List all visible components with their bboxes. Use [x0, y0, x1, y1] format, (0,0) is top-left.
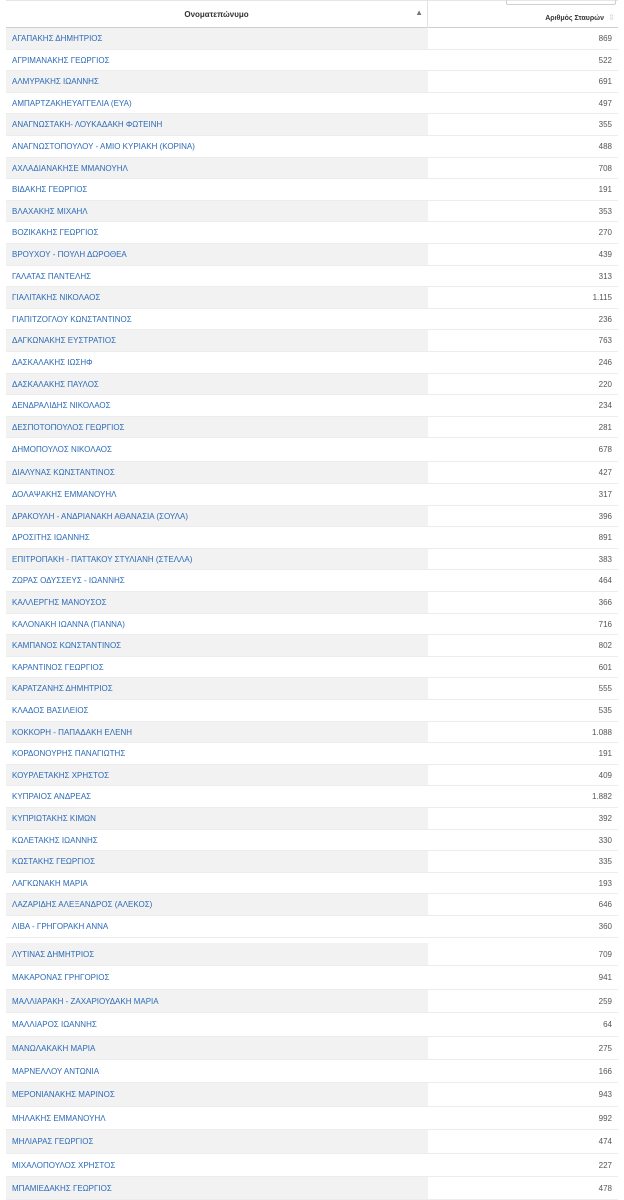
table-row	[6, 1060, 618, 1083]
cell-crosses	[428, 678, 618, 699]
crosses-value: 555	[598, 684, 612, 694]
crosses-value: 646	[598, 900, 612, 910]
cell-crosses	[428, 462, 618, 483]
cell-name	[6, 1107, 428, 1129]
cell-crosses	[428, 484, 618, 505]
candidate-link[interactable]: ΜΗΛΙΑΡΑΣ ΓΕΩΡΓΙΟΣ	[12, 1137, 94, 1147]
table-row	[6, 287, 618, 309]
crosses-value: 317	[598, 490, 612, 499]
table-row	[6, 527, 618, 549]
crosses-value: 522	[598, 55, 612, 65]
table-row	[6, 179, 618, 201]
table-row	[6, 1013, 618, 1036]
cell-name	[6, 1083, 428, 1105]
table-row	[6, 462, 618, 484]
cell-crosses	[428, 395, 618, 416]
cell-name	[6, 417, 428, 438]
cell-crosses	[428, 990, 618, 1012]
candidate-link[interactable]: ΚΩΣΤΑΚΗΣ ΓΕΩΡΓΙΟΣ	[12, 857, 96, 867]
cell-crosses	[428, 592, 618, 613]
crosses-value: 191	[598, 749, 612, 759]
candidate-link[interactable]: ΚΟΡΔΟΝΟΥΡΗΣ ΠΑΝΑΓΙΩΤΗΣ	[12, 749, 126, 759]
crosses-value: 335	[598, 857, 612, 867]
table-row	[6, 395, 618, 417]
candidate-link[interactable]: ΔΡΟΣΙΤΗΣ ΙΩΑΝΝΗΣ	[12, 533, 90, 543]
table-row	[6, 549, 618, 571]
crosses-value: 464	[598, 576, 612, 586]
cell-crosses	[428, 851, 618, 872]
cell-crosses	[428, 966, 618, 988]
cell-name	[6, 990, 428, 1012]
cell-crosses	[428, 722, 618, 743]
cell-name	[6, 352, 428, 373]
table-row	[6, 635, 618, 657]
candidate-link[interactable]: ΓΑΛΑΤΑΣ ΠΑΝΤΕΛΗΣ	[12, 271, 92, 281]
cell-crosses	[428, 1154, 618, 1176]
candidate-link[interactable]: ΚΟΥΡΛΕΤΑΚΗΣ ΧΡΗΣΤΟΣ	[12, 770, 110, 780]
cell-name	[6, 966, 428, 988]
crosses-value: 535	[598, 706, 612, 715]
column-header-name[interactable]	[6, 1, 428, 29]
cell-name	[6, 570, 428, 591]
table-row	[6, 894, 618, 916]
crosses-value: 678	[598, 445, 612, 455]
crosses-value: 396	[598, 511, 612, 521]
cell-name	[6, 50, 428, 71]
cell-name	[6, 71, 428, 92]
table-row	[6, 309, 618, 331]
candidate-link[interactable]: ΔΡΑΚΟΥΛΗ - ΑΝΔΡΙΑΝΑΚΗ ΑΘΑΝΑΣΙΑ (ΣΟΥΛΑ)	[12, 511, 189, 521]
cell-crosses	[428, 614, 618, 635]
cell-crosses	[428, 873, 618, 894]
crosses-value: 270	[598, 228, 612, 238]
table-row	[6, 614, 618, 636]
table-row	[6, 1037, 618, 1060]
candidate-link[interactable]: ΛΥΤΙΝΑΣ ΔΗΜΗΤΡΙΟΣ	[12, 950, 95, 959]
candidate-link[interactable]: ΖΩΡΑΣ ΟΔΥΣΣΕΥΣ - ΙΩΑΝΝΗΣ	[12, 576, 125, 586]
candidate-link[interactable]: ΔΑΣΚΑΛΑΚΗΣ ΠΑΥΛΟΣ	[12, 379, 99, 389]
cell-crosses	[428, 657, 618, 678]
cell-crosses	[428, 506, 618, 527]
table-row	[6, 28, 618, 50]
cell-crosses	[428, 1177, 618, 1199]
candidate-link[interactable]: ΛΑΓΚΩΝΑΚΗ ΜΑΡΙΑ	[12, 878, 88, 888]
table-row	[6, 266, 618, 288]
cell-name	[6, 244, 428, 265]
crosses-value: 474	[598, 1137, 612, 1147]
table-row	[6, 916, 618, 938]
cell-name	[6, 201, 428, 222]
crosses-value: 1.882	[591, 792, 612, 802]
cell-name	[6, 743, 428, 764]
crosses-value: 191	[598, 185, 612, 195]
candidate-link[interactable]: ΓΙΑΠΙΤΖΟΓΛΟΥ ΚΩΝΣΤΑΝΤΙΝΟΣ	[12, 314, 132, 324]
crosses-value: 275	[598, 1043, 612, 1053]
cell-name	[6, 527, 428, 548]
table-row	[6, 352, 618, 374]
crosses-value: 691	[598, 77, 612, 87]
crosses-value: 891	[598, 533, 612, 543]
cell-crosses	[428, 1130, 618, 1152]
candidate-link[interactable]: ΜΗΛΑΚΗΣ ΕΜΜΑΝΟΥΗΛ	[12, 1113, 106, 1123]
cell-crosses	[428, 28, 618, 49]
cell-crosses	[428, 1013, 618, 1035]
sort-asc-icon[interactable]: ▲	[415, 8, 423, 17]
cell-crosses	[428, 527, 618, 548]
cell-name	[6, 266, 428, 287]
cell-name	[6, 1130, 428, 1152]
cell-name	[6, 700, 428, 721]
table-row	[6, 657, 618, 679]
cell-crosses	[428, 179, 618, 200]
crosses-value: 281	[598, 422, 612, 432]
candidate-link[interactable]: ΓΙΑΛΙΤΑΚΗΣ ΝΙΚΟΛΑΟΣ	[12, 293, 101, 303]
crosses-value: 246	[598, 358, 612, 367]
cell-crosses	[428, 201, 618, 222]
crosses-value: 360	[598, 922, 612, 931]
cell-name	[6, 1013, 428, 1035]
cell-name	[6, 1037, 428, 1059]
crosses-value: 763	[598, 336, 612, 346]
crosses-value: 64	[603, 1020, 612, 1030]
cell-name	[6, 136, 428, 157]
candidate-link[interactable]: ΔΑΓΚΩΝΑΚΗΣ ΕΥΣΤΡΑΤΙΟΣ	[12, 336, 117, 346]
column-header-crosses[interactable]	[428, 1, 618, 29]
crosses-value: 802	[598, 641, 612, 651]
cell-crosses	[428, 635, 618, 656]
cell-name	[6, 179, 428, 200]
candidate-link[interactable]: ΜΑΚΑΡΟΝΑΣ ΓΡΗΓΟΡΙΟΣ	[12, 973, 110, 983]
crosses-value: 478	[598, 1184, 612, 1193]
candidate-link[interactable]: ΜΕΡΟΝΙΑΝΑΚΗΣ ΜΑΡΙΝΟΣ	[12, 1090, 115, 1100]
cell-name	[6, 1060, 428, 1082]
cell-name	[6, 678, 428, 699]
cell-name	[6, 93, 428, 114]
crosses-value: 166	[598, 1067, 612, 1076]
crosses-value: 869	[598, 34, 612, 43]
crosses-value: 392	[598, 814, 612, 823]
table-row	[6, 93, 618, 115]
cell-crosses	[428, 222, 618, 243]
candidate-link[interactable]: ΔΕΣΠΟΤΟΠΟΥΛΟΣ ΓΕΩΡΓΙΟΣ	[12, 422, 125, 432]
crosses-value: 236	[598, 314, 612, 324]
table-row	[6, 136, 618, 158]
cell-name	[6, 506, 428, 527]
cell-name	[6, 222, 428, 243]
candidate-link[interactable]: ΜΠΑΜΙΕΔΑΚΗΣ ΓΕΩΡΓΙΟΣ	[12, 1184, 112, 1193]
candidate-link[interactable]: ΚΩΛΕΤΑΚΗΣ ΙΩΑΝΝΗΣ	[12, 835, 98, 845]
candidate-link[interactable]: ΑΓΡΙΜΑΝΑΚΗΣ ΓΕΩΡΓΙΟΣ	[12, 55, 110, 65]
table-row	[6, 808, 618, 830]
table-row	[6, 678, 618, 700]
cell-name	[6, 1154, 428, 1176]
cell-crosses	[428, 1107, 618, 1129]
cell-crosses	[428, 894, 618, 915]
cell-crosses	[428, 916, 618, 937]
cell-crosses	[428, 266, 618, 287]
table-row	[6, 943, 618, 966]
cell-crosses	[428, 93, 618, 114]
cell-name	[6, 894, 428, 915]
cell-crosses	[428, 352, 618, 373]
candidate-link[interactable]: ΚΑΜΠΑΝΟΣ ΚΩΝΣΤΑΝΤΙΝΟΣ	[12, 641, 122, 651]
cell-crosses	[428, 808, 618, 829]
cell-name	[6, 158, 428, 179]
candidate-link[interactable]: ΜΑΛΛΙΑΡΑΚΗ - ΖΑΧΑΡΙΟΥΔΑΚΗ ΜΑΡΙΑ	[12, 996, 159, 1006]
cell-name	[6, 873, 428, 894]
candidate-link[interactable]: ΚΑΡΑΝΤΙΝΟΣ ΓΕΩΡΓΙΟΣ	[12, 662, 104, 672]
cell-crosses	[428, 1083, 618, 1105]
cell-crosses	[428, 244, 618, 265]
crosses-value: 439	[598, 250, 612, 259]
candidate-link[interactable]: ΚΥΠΡΙΩΤΑΚΗΣ ΚΙΜΩΝ	[12, 814, 96, 823]
candidate-link[interactable]: ΜΑΡΝΕΛΛΟΥ ΑΝΤΩΝΙΑ	[12, 1067, 100, 1076]
crosses-value: 234	[598, 401, 612, 411]
table-row	[6, 1130, 618, 1153]
candidate-link[interactable]: ΕΠΙΤΡΟΠΑΚΗ - ΠΑΤΤΑΚΟΥ ΣΤΥΛΙΑΝΗ (ΣΤΕΛΛΑ)	[12, 554, 193, 564]
cell-name	[6, 851, 428, 872]
cell-crosses	[428, 50, 618, 71]
candidate-link[interactable]: ΒΛΑΧΑΚΗΣ ΜΙΧΑΗΛ	[12, 206, 88, 216]
table-row	[6, 966, 618, 989]
cell-name	[6, 114, 428, 135]
sort-icon[interactable]: ⇳	[608, 13, 615, 22]
table-row	[6, 114, 618, 136]
column-header-name-label: Ονοματεπώνυμο	[184, 10, 249, 19]
candidate-link[interactable]: ΒΙΔΑΚΗΣ ΓΕΩΡΓΙΟΣ	[12, 185, 88, 195]
crosses-value: 716	[598, 619, 612, 629]
cell-name	[6, 395, 428, 416]
candidate-link[interactable]: ΑΓΑΠΑΚΗΣ ΔΗΜΗΤΡΙΟΣ	[12, 34, 103, 43]
table-row	[6, 722, 618, 744]
cell-crosses	[428, 1037, 618, 1059]
table-row	[6, 417, 618, 439]
table-row	[6, 700, 618, 722]
cell-crosses	[428, 71, 618, 92]
candidate-link[interactable]: ΜΑΝΩΛΑΚΑΚΗ ΜΑΡΙΑ	[12, 1043, 96, 1053]
crosses-value: 708	[598, 163, 612, 173]
candidate-link[interactable]: ΔΑΣΚΑΛΑΚΗΣ ΙΩΣΗΦ	[12, 358, 93, 367]
candidate-link[interactable]: ΑΜΠΑΡΤΖΑΚΗΕΥΑΓΓΕΛΙΑ (ΕΥΑ)	[12, 98, 132, 108]
cell-crosses	[428, 943, 618, 965]
cell-name	[6, 765, 428, 786]
table-header	[6, 0, 618, 28]
cell-name	[6, 330, 428, 351]
table-row	[6, 71, 618, 93]
crosses-value: 497	[598, 98, 612, 108]
crosses-value: 193	[598, 878, 612, 888]
header-tab	[506, 0, 616, 5]
crosses-value: 355	[598, 120, 612, 130]
column-header-crosses-label: Αριθμός Σταυρών	[545, 15, 604, 22]
cell-name	[6, 462, 428, 483]
crosses-value: 709	[598, 950, 612, 959]
cell-name	[6, 309, 428, 330]
candidate-link[interactable]: ΔΙΑΛΥΝΑΣ ΚΩΝΣΤΑΝΤΙΝΟΣ	[12, 468, 115, 478]
candidate-link[interactable]: ΔΟΛΑΨΑΚΗΣ ΕΜΜΑΝΟΥΗΛ	[12, 490, 117, 499]
cell-crosses	[428, 549, 618, 570]
crosses-value: 259	[598, 996, 612, 1006]
candidate-link[interactable]: ΑΝΑΓΝΩΣΤΟΠΟΥΛΟΥ - ΑΜΙΟ ΚΥΡΙΑΚΗ (ΚΟΡΙΝΑ)	[12, 142, 195, 151]
cell-name	[6, 830, 428, 851]
crosses-value: 427	[598, 468, 612, 478]
cell-name	[6, 438, 428, 461]
cell-crosses	[428, 287, 618, 308]
crosses-value: 220	[598, 379, 612, 389]
cell-crosses	[428, 1060, 618, 1082]
table-row	[6, 158, 618, 180]
candidate-link[interactable]: ΒΡΟΥΧΟΥ - ΠΟΥΛΗ ΔΩΡΟΘΕΑ	[12, 250, 127, 259]
candidate-link[interactable]: ΛΑΖΑΡΙΔΗΣ ΑΛΕΞΑΝΔΡΟΣ (ΑΛΕΚΟΣ)	[12, 900, 153, 910]
table-row	[6, 330, 618, 352]
cell-name	[6, 484, 428, 505]
table-row	[6, 1107, 618, 1130]
cell-crosses	[428, 309, 618, 330]
cell-name	[6, 287, 428, 308]
candidate-link[interactable]: ΑΛΜΥΡΑΚΗΣ ΙΩΑΝΝΗΣ	[12, 77, 99, 87]
cell-name	[6, 943, 428, 965]
candidate-link[interactable]: ΚΛΑΔΟΣ ΒΑΣΙΛΕΙΟΣ	[12, 706, 89, 715]
table-row	[6, 765, 618, 787]
candidate-link[interactable]: ΔΕΝΔΡΑΛΙΔΗΣ ΝΙΚΟΛΑΟΣ	[12, 401, 111, 411]
crosses-value: 488	[598, 142, 612, 151]
cell-name	[6, 657, 428, 678]
candidate-link[interactable]: ΑΝΑΓΝΩΣΤΑΚΗ- ΛΟΥΚΑΔΑΚΗ ΦΩΤΕΙΝΗ	[12, 120, 163, 130]
candidate-link[interactable]: ΚΑΡΑΤΖΑΝΗΣ ΔΗΜΗΤΡΙΟΣ	[12, 684, 113, 694]
cell-crosses	[428, 136, 618, 157]
table-row	[6, 1083, 618, 1106]
crosses-value: 383	[598, 554, 612, 564]
cell-name	[6, 374, 428, 395]
cell-crosses	[428, 765, 618, 786]
table-row	[6, 851, 618, 873]
cell-crosses	[428, 417, 618, 438]
candidate-link[interactable]: ΛΙΒΑ - ΓΡΗΓΟΡΑΚΗ ΑΝΝΑ	[12, 922, 109, 931]
table-row	[6, 592, 618, 614]
cell-crosses	[428, 570, 618, 591]
crosses-value: 227	[598, 1160, 612, 1170]
cell-name	[6, 722, 428, 743]
table-row	[6, 743, 618, 765]
cell-name	[6, 808, 428, 829]
crosses-value: 941	[598, 973, 612, 983]
crosses-value: 1.115	[592, 293, 612, 303]
crosses-value: 1.088	[591, 727, 612, 737]
candidate-link[interactable]: ΚΟΚΚΟΡΗ - ΠΑΠΑΔΑΚΗ ΕΛΕΝΗ	[12, 727, 132, 737]
crosses-value: 992	[598, 1113, 612, 1123]
table-row	[6, 438, 618, 462]
candidate-link[interactable]: ΜΙΧΑΛΟΠΟΥΛΟΣ ΧΡΗΣΤΟΣ	[12, 1160, 116, 1170]
table-row	[6, 506, 618, 528]
cell-crosses	[428, 743, 618, 764]
table-row	[6, 1177, 618, 1200]
cell-crosses	[428, 374, 618, 395]
table-row	[6, 244, 618, 266]
crosses-value: 943	[598, 1090, 612, 1100]
candidate-link[interactable]: ΚΑΛΟΝΑΚΗ ΙΩΑΝΝΑ (ΓΙΑΝΝΑ)	[12, 619, 125, 629]
candidate-link[interactable]: ΚΥΠΡΑΙΟΣ ΑΝΔΡΕΑΣ	[12, 792, 92, 802]
crosses-value: 601	[598, 662, 612, 672]
candidate-link[interactable]: ΑΧΛΑΔΙΑΝΑΚΗΣΕ ΜΜΑΝΟΥΗΛ	[12, 163, 128, 173]
table-row	[6, 484, 618, 506]
cell-crosses	[428, 830, 618, 851]
cell-crosses	[428, 786, 618, 807]
table-row	[6, 50, 618, 72]
candidate-link[interactable]: ΚΑΛΛΕΡΓΗΣ ΜΑΝΟΥΣΟΣ	[12, 598, 107, 607]
crosses-value: 353	[598, 206, 612, 216]
table-row	[6, 374, 618, 396]
cell-name	[6, 592, 428, 613]
table-row	[6, 830, 618, 852]
table-row	[6, 570, 618, 592]
crosses-value: 409	[598, 770, 612, 780]
table-row	[6, 873, 618, 895]
cell-name	[6, 1177, 428, 1199]
candidate-link[interactable]: ΒΟΖΙΚΑΚΗΣ ΓΕΩΡΓΙΟΣ	[12, 228, 99, 238]
cell-crosses	[428, 330, 618, 351]
cell-name	[6, 916, 428, 937]
cell-name	[6, 786, 428, 807]
cell-name	[6, 28, 428, 49]
crosses-value: 366	[598, 598, 612, 607]
table-row	[6, 201, 618, 223]
cell-name	[6, 614, 428, 635]
cell-name	[6, 635, 428, 656]
cell-crosses	[428, 114, 618, 135]
cell-crosses	[428, 158, 618, 179]
crosses-value: 330	[598, 835, 612, 845]
table-row	[6, 786, 618, 808]
cell-crosses	[428, 438, 618, 461]
cell-crosses	[428, 700, 618, 721]
candidate-link[interactable]: ΔΗΜΟΠΟΥΛΟΣ ΝΙΚΟΛΑΟΣ	[12, 445, 112, 455]
table-row	[6, 222, 618, 244]
cell-name	[6, 549, 428, 570]
table-row	[6, 1154, 618, 1177]
crosses-value: 313	[598, 271, 612, 281]
table-row	[6, 990, 618, 1013]
candidate-link[interactable]: ΜΑΛΛΙΑΡΟΣ ΙΩΑΝΝΗΣ	[12, 1020, 97, 1030]
